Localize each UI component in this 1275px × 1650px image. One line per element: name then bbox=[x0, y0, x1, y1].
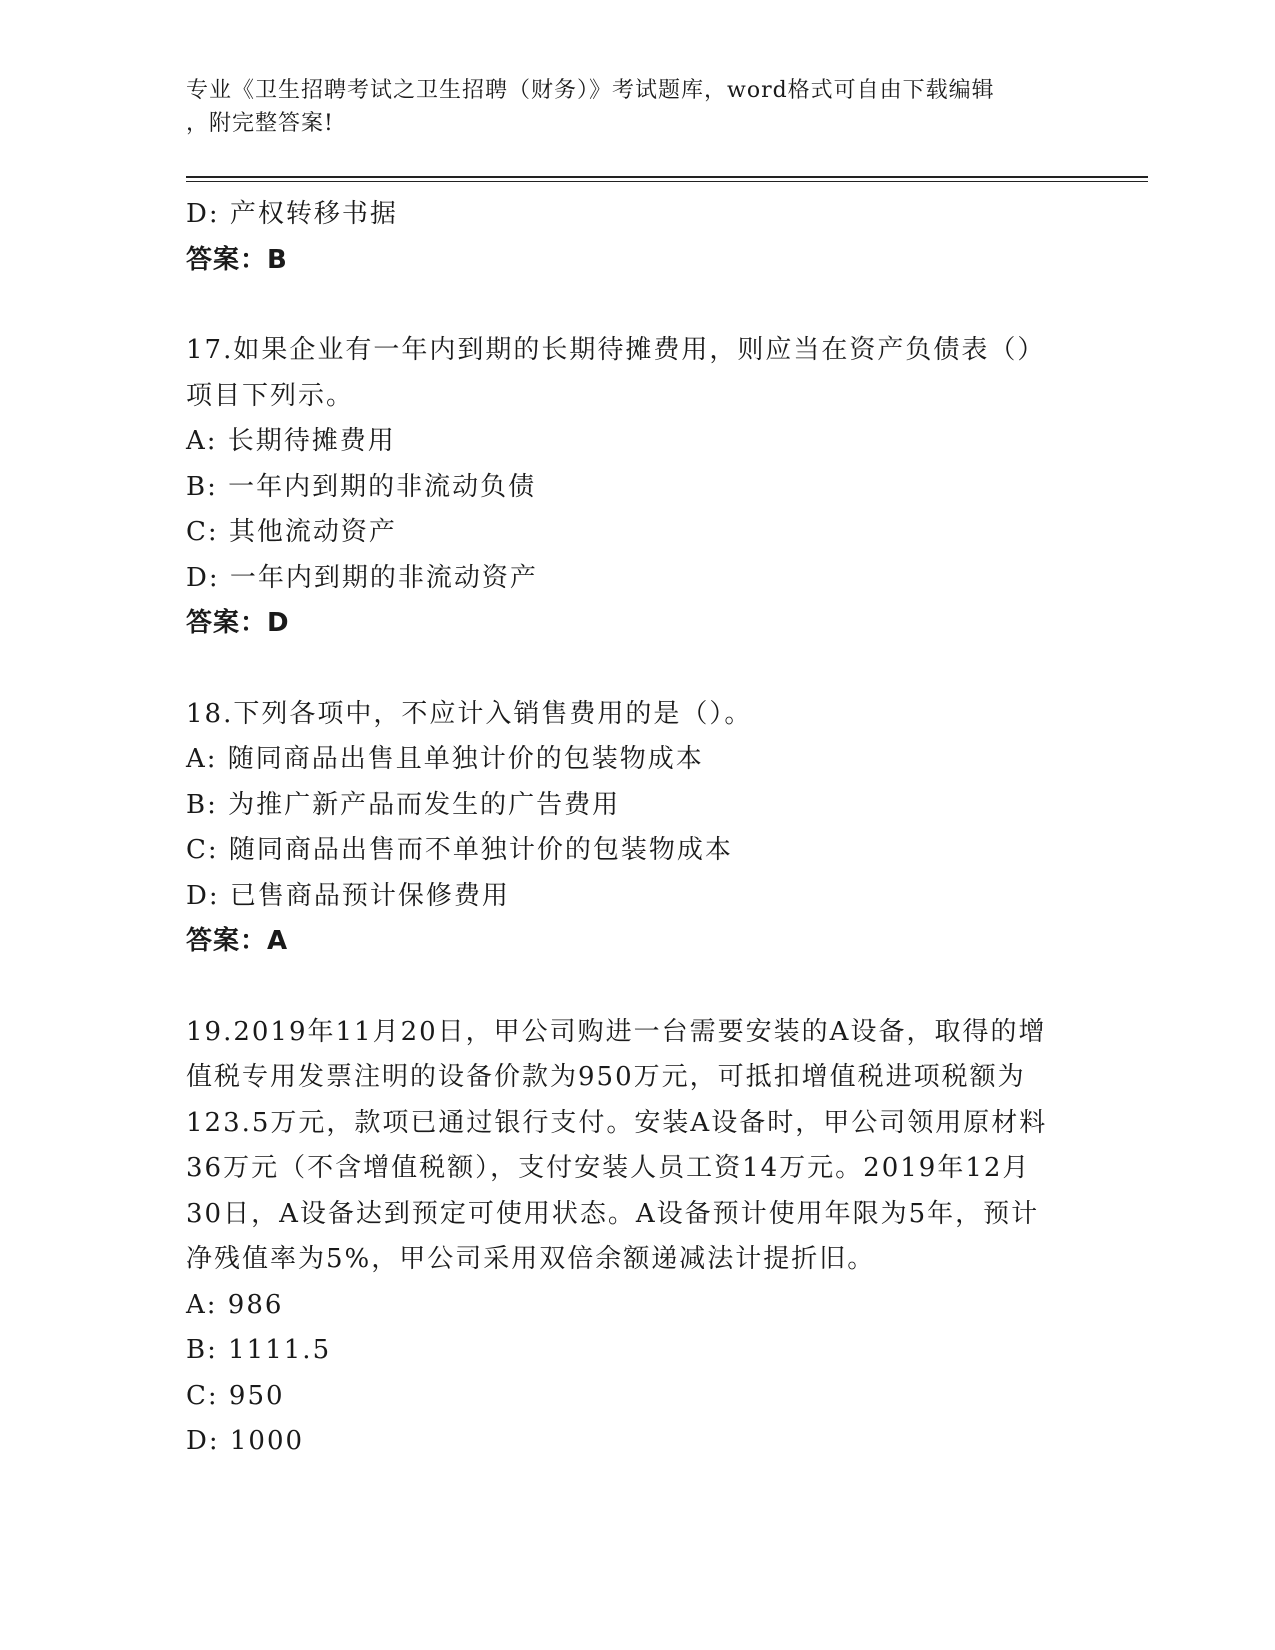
q18-option-a: A: 随同商品出售且单独计价的包装物成本 bbox=[186, 744, 704, 774]
q19-option-c: C: 950 bbox=[186, 1380, 285, 1411]
q18-answer: 答案：A bbox=[186, 926, 289, 956]
q17-stem-line-2: 项目下列示。 bbox=[186, 380, 355, 411]
q19-stem-line-4: 36万元（不含增值税额），支付安装人员工资14万元。2019年12月 bbox=[186, 1153, 1031, 1183]
q18-option-d: D: 已售商品预计保修费用 bbox=[186, 880, 510, 911]
q18-option-b: B: 为推广新产品而发生的广告费用 bbox=[186, 789, 621, 820]
document-body bbox=[186, 192, 1086, 1465]
q19-stem-line-2: 值税专用发票注明的设备价款为950万元，可抵扣增值税进项税额为 bbox=[186, 1062, 1026, 1092]
header-divider bbox=[186, 176, 1148, 182]
question-19 bbox=[186, 1010, 1086, 1465]
question-18 bbox=[186, 692, 1086, 965]
q18-stem-line-1: 18.下列各项中，不应计入销售费用的是（）。 bbox=[186, 698, 753, 729]
spacer bbox=[186, 283, 1086, 328]
q17-answer: 答案：D bbox=[186, 608, 290, 638]
q19-option-d: D: 1000 bbox=[186, 1426, 305, 1456]
q17-option-d: D: 一年内到期的非流动资产 bbox=[186, 562, 538, 593]
prev-answer: 答案：B bbox=[186, 244, 288, 275]
q19-stem-line-3: 123.5万元，款项已通过银行支付。安装A设备时，甲公司领用原材料 bbox=[186, 1107, 1048, 1138]
prev-option-d: D: 产权转移书据 bbox=[186, 199, 398, 229]
question-17 bbox=[186, 328, 1086, 647]
q19-stem-line-1: 19.2019年11月20日，甲公司购进一台需要安装的A设备，取得的增 bbox=[186, 1016, 1047, 1047]
header-line-2: ，附完整答案! bbox=[186, 111, 334, 136]
q19-option-b: B: 1111.5 bbox=[186, 1335, 332, 1365]
q17-option-c: C: 其他流动资产 bbox=[186, 517, 397, 547]
spacer bbox=[186, 647, 1086, 692]
q19-stem-line-6: 净残值率为5%，甲公司采用双倍余额递减法计提折旧。 bbox=[186, 1244, 876, 1274]
q17-option-a: A: 长期待摊费用 bbox=[186, 426, 396, 456]
spacer bbox=[186, 965, 1086, 1010]
q17-stem-line-1: 17.如果企业有一年内到期的长期待摊费用，则应当在资产负债表（） bbox=[186, 335, 1046, 365]
page-header bbox=[186, 74, 1086, 140]
q17-option-b: B: 一年内到期的非流动负债 bbox=[186, 471, 537, 502]
q19-stem-line-5: 30日，A设备达到预定可使用状态。A设备预计使用年限为5年，预计 bbox=[186, 1198, 1040, 1229]
q19-option-a: A: 986 bbox=[186, 1289, 284, 1320]
header-line-1: 专业《卫生招聘考试之卫生招聘（财务）》考试题库，word格式可自由下载编辑 bbox=[186, 78, 995, 103]
q18-option-c: C: 随同商品出售而不单独计价的包装物成本 bbox=[186, 835, 733, 865]
